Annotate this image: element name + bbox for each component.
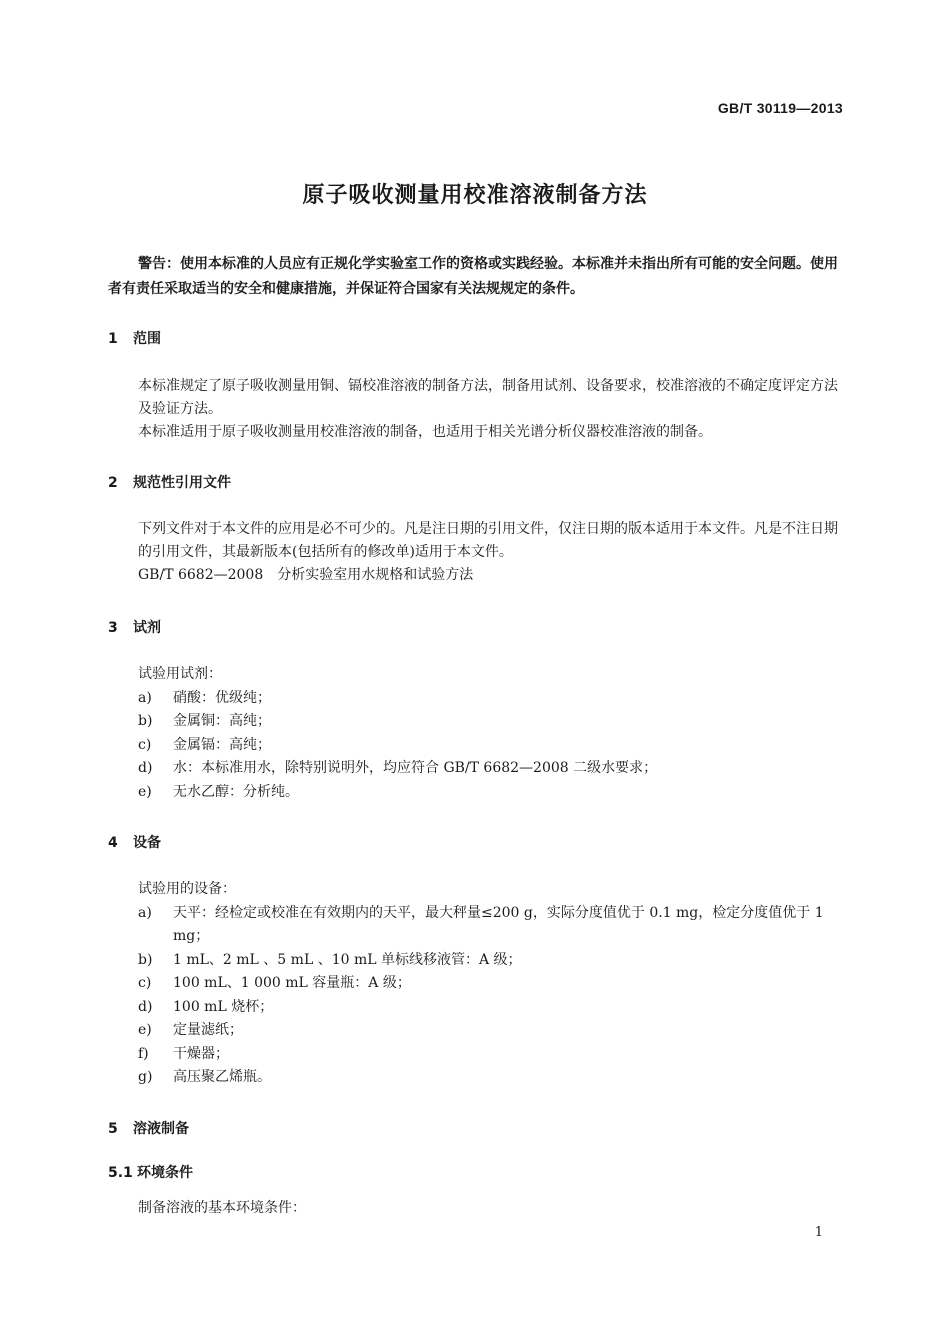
list-item [138, 996, 844, 1020]
paragraph: 本标准适用于原子吸收测量用校准溶液的制备，也适用于相关光谱分析仪器校准溶液的制备。 [138, 424, 712, 440]
section-2-heading [108, 472, 231, 492]
section-1-heading [108, 328, 161, 348]
section-number: 4 [108, 835, 118, 851]
item-text: 水：本标准用水，除特别说明外，均应符合 GB/T 6682—2008 二级水要求； [173, 760, 658, 776]
reagent-list [138, 663, 844, 804]
list-intro: 试验用的设备： [138, 881, 236, 897]
item-label: b) [138, 713, 153, 729]
section-number: 5 [108, 1121, 118, 1137]
section-4-heading [108, 832, 161, 852]
paragraph: 下列文件对于本文件的应用是必不可少的。凡是注日期的引用文件，仅注日期的版本适用于本文件。凡是不注日期的引用文件，其最新版本(包括所有的修改单)适用于本文件。 [138, 521, 838, 560]
paragraph: 制备溶液的基本环境条件： [138, 1200, 306, 1216]
section-number: 5.1 [108, 1165, 133, 1181]
list-intro: 试验用试剂： [138, 666, 222, 682]
section-number: 3 [108, 620, 118, 636]
list-item [138, 781, 844, 805]
section-title: 环境条件 [137, 1165, 193, 1181]
item-label: e) [138, 1022, 152, 1038]
item-text: 金属铜：高纯； [173, 713, 271, 729]
item-label: a) [138, 904, 152, 921]
list-item [138, 757, 844, 781]
section-number: 2 [108, 475, 118, 491]
list-item [138, 1043, 844, 1067]
item-label: e) [138, 783, 152, 800]
item-text: 无水乙醇：分析纯。 [173, 783, 299, 800]
item-label: c) [138, 736, 152, 753]
item-text: 100 mL、1 000 mL 容量瓶：A 级； [173, 975, 411, 991]
item-label: d) [138, 998, 153, 1015]
section-title: 溶液制备 [133, 1121, 189, 1137]
section-title: 范围 [133, 331, 161, 347]
section-1-body [108, 375, 844, 444]
section-5-1-body [108, 1197, 844, 1220]
item-text: 1 mL、2 mL 、5 mL 、10 mL 单标线移液管：A 级； [173, 951, 522, 968]
list-item [138, 687, 844, 711]
section-title: 试剂 [133, 620, 161, 636]
list-item [138, 1066, 844, 1090]
item-label: f) [138, 1045, 149, 1062]
section-number: 1 [108, 331, 118, 347]
warning-paragraph [108, 252, 844, 302]
page-number: 1 [814, 1225, 823, 1240]
item-label: d) [138, 760, 153, 776]
standard-code: GB/T 30119—2013 [717, 100, 843, 116]
list-item [138, 949, 844, 973]
list-item [138, 902, 844, 949]
item-text: 硝酸：优级纯； [173, 689, 271, 706]
section-5-heading [108, 1118, 189, 1138]
item-label: a) [138, 689, 152, 706]
item-text: 定量滤纸； [173, 1022, 243, 1038]
section-title: 设备 [133, 835, 161, 851]
paragraph: 本标准规定了原子吸收测量用铜、镉校准溶液的制备方法，制备用试剂、设备要求，校准溶液的不确定度评定方法及验证方法。 [138, 378, 838, 417]
equipment-list [138, 878, 844, 1090]
item-text: 天平：经检定或校准在有效期内的天平，最大秤量≤200 g，实际分度值优于 0.1 mg，检定分度值优于 1 mg； [173, 904, 824, 944]
list-item [138, 1019, 844, 1043]
list-item [138, 734, 844, 758]
warning-text: 警告：使用本标准的人员应有正规化学实验室工作的资格或实践经验。本标准并未指出所有可能的安全问题。使用者有责任采取适当的安全和健康措施，并保证符合国家有关法规规定的条件。 [108, 256, 838, 297]
list-item [138, 972, 844, 996]
section-5-1-heading [108, 1162, 193, 1182]
normative-reference: GB/T 6682—2008 分析实验室用水规格和试验方法 [138, 567, 474, 583]
list-item [138, 710, 844, 734]
item-text: 金属镉：高纯； [173, 736, 271, 753]
item-label: c) [138, 975, 152, 991]
section-2-body [108, 518, 844, 587]
section-3-heading [108, 617, 161, 637]
item-text: 100 mL 烧杯； [173, 998, 274, 1015]
item-label: b) [138, 951, 153, 968]
item-label: g) [138, 1069, 153, 1085]
section-title: 规范性引用文件 [133, 475, 231, 491]
item-text: 高压聚乙烯瓶。 [173, 1069, 271, 1085]
item-text: 干燥器； [173, 1045, 229, 1062]
document-title: 原子吸收测量用校准溶液制备方法 [302, 183, 648, 208]
